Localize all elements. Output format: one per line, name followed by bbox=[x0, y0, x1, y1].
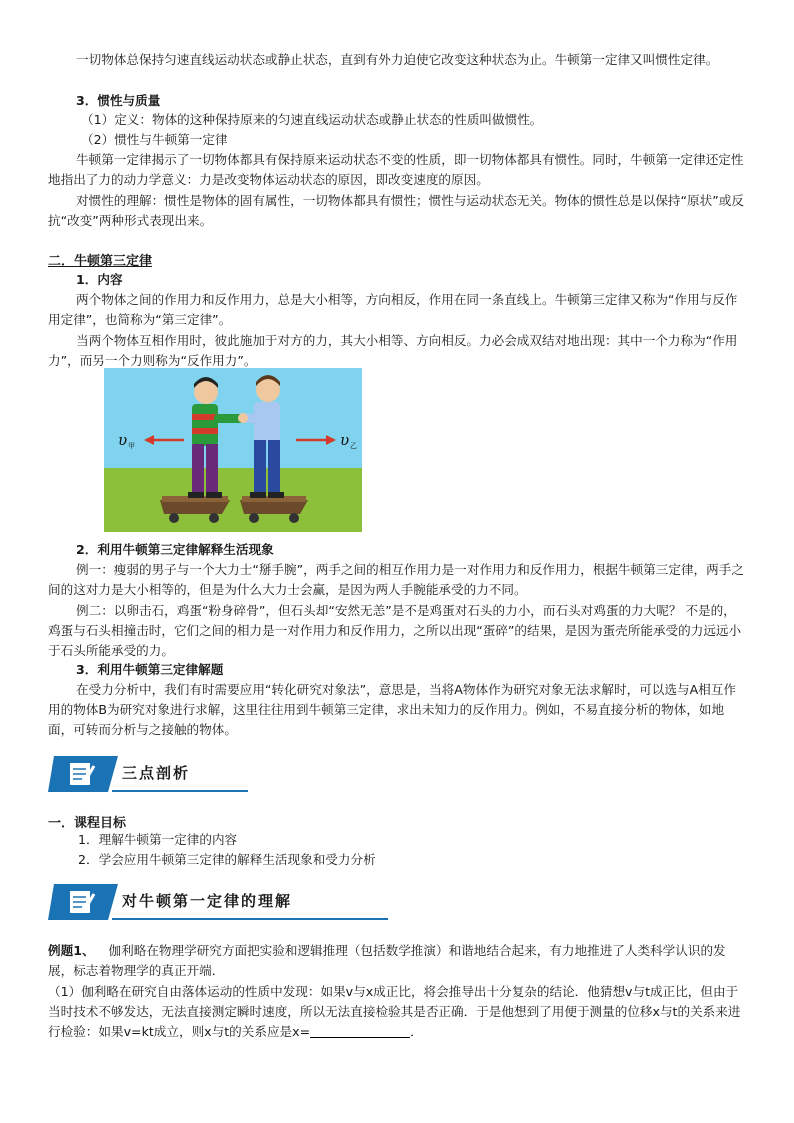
section-heading-third-law: 二．牛顿第三定律 bbox=[48, 254, 153, 269]
inertia-definition: （1）定义：物体的这种保持原来的匀速直线运动状态或静止状态的性质叫做惯性。 bbox=[81, 112, 543, 127]
goals-heading: 一．课程目标 bbox=[48, 816, 127, 831]
banner-label: 对牛顿第一定律的理解 bbox=[122, 892, 293, 910]
inertia-first-law-heading: （2）惯性与牛顿第一定律 bbox=[81, 132, 228, 147]
example-intro-text: 伽利略在物理学研究方面把实验和逻辑推理（包括数学推演）和谐地结合起来，有力地推进了人类科学认识的发展，标志着物理学的真正开端． bbox=[48, 943, 726, 978]
banner-underline bbox=[112, 790, 248, 792]
third-law-paragraph-2: 当两个物体互相作用时，彼此施加于对方的力，其大小相等、方向相反。力必会成双结对地出现：其中一个力称为“作用力”，而另一个力则称为“反作用力”。 bbox=[48, 333, 738, 368]
example-one-text: 例一：瘦弱的男子与一个大力士“掰手腕”，两手之间的相互作用力是一对作用力和反作用力，根据牛顿第三定律，两手之间的这对力是大小相等的，但是为什么大力士会赢，是因为两人手腕能承受的力不同。 bbox=[48, 562, 744, 597]
velocity-right-subscript: 乙 bbox=[350, 442, 357, 450]
subheading-content: 1．内容 bbox=[76, 272, 123, 287]
example-label: 例题1、 bbox=[48, 943, 95, 958]
third-law-problem-paragraph: 在受力分析中，我们有时需要应用“转化研究对象法”，意思是，当将A物体作为研究对象无法求解时，可以选与A相互作用的物体B为研究对象进行求解，这里往往用到牛顿第三定律，求出未知力的反作用力。例如，不易直接分析的物体，如地面，可转而分析与之接触的物体。 bbox=[48, 682, 736, 737]
notepad-icon bbox=[48, 884, 120, 920]
subheading-solve-problems: 3．利用牛顿第三定律解题 bbox=[76, 662, 224, 677]
intro-paragraph-2: 牛顿第一定律揭示了一切物体都具有保持原来运动状态不变的性质，即一切物体都具有惯性。同时，牛顿第一定律还定性地指出了力的动力学意义：力是改变物体运动状态的原因，即改变速度的原因。 bbox=[48, 152, 744, 187]
subheading-life-phenomena: 2．利用牛顿第三定律解释生活现象 bbox=[76, 542, 274, 557]
goal-item-1: 1．理解牛顿第一定律的内容 bbox=[78, 832, 238, 847]
third-law-paragraph-1: 两个物体之间的作用力和反作用力，总是大小相等，方向相反，作用在同一条直线上。牛顿第三定律又称为“作用与反作用定律”，也简称为“第三定律”。 bbox=[48, 292, 738, 327]
section-heading-inertia-mass: 3．惯性与质量 bbox=[76, 93, 161, 108]
section-banner-three-points bbox=[48, 752, 388, 796]
example-1-question bbox=[48, 982, 748, 1042]
section-banner-first-law bbox=[48, 880, 388, 924]
intro-paragraph-3: 对惯性的理解：惯性是物体的固有属性，一切物体都具有惯性；惯性与运动状态无关。物体的惯性总是以保持“原状”或反抗“改变”两种形式表现出来。 bbox=[48, 193, 744, 228]
question-text: （1）伽利略在研究自由落体运动的性质中发现：如果v与x成正比，将会推导出十分复杂的结论．他猜想v与t成正比，但由于当时技术不够发达，无法直接测定瞬时速度，所以无法直接检验其是否正确．于是他想到了用便于测量的位移x与t的关系来进行检验：如果v=kt成立，则x与t的关系应是x= bbox=[48, 984, 741, 1039]
goal-item-2: 2．学会应用牛顿第三定律的解释生活现象和受力分析 bbox=[78, 852, 376, 867]
example-1-intro bbox=[48, 941, 748, 981]
banner-underline bbox=[112, 918, 388, 920]
velocity-left-label: υ bbox=[118, 431, 128, 449]
question-end: ． bbox=[410, 1024, 423, 1039]
banner-label: 三点剖析 bbox=[122, 764, 191, 782]
velocity-left-subscript: 甲 bbox=[128, 442, 135, 450]
two-children-on-carts-illustration bbox=[104, 368, 362, 532]
intro-paragraph-1: 一切物体总保持匀速直线运动状态或静止状态，直到有外力迫使它改变这种状态为止。牛顿第一定律又叫惯性定律。 bbox=[76, 52, 719, 67]
example-two-text: 例二：以卵击石，鸡蛋“粉身碎骨”，但石头却“安然无恙”是不是鸡蛋对石头的力小，而石头对鸡蛋的力大呢？ 不是的，鸡蛋与石头相撞击时，它们之间的相力是一对作用力和反作用力，之所以出现“蛋碎”的结果，是因为蛋壳所能承受的力远远小于石头所能承受的力。 bbox=[48, 603, 742, 658]
notepad-icon bbox=[48, 756, 120, 792]
answer-blank[interactable] bbox=[310, 1023, 410, 1038]
velocity-right-label: υ bbox=[340, 431, 350, 449]
